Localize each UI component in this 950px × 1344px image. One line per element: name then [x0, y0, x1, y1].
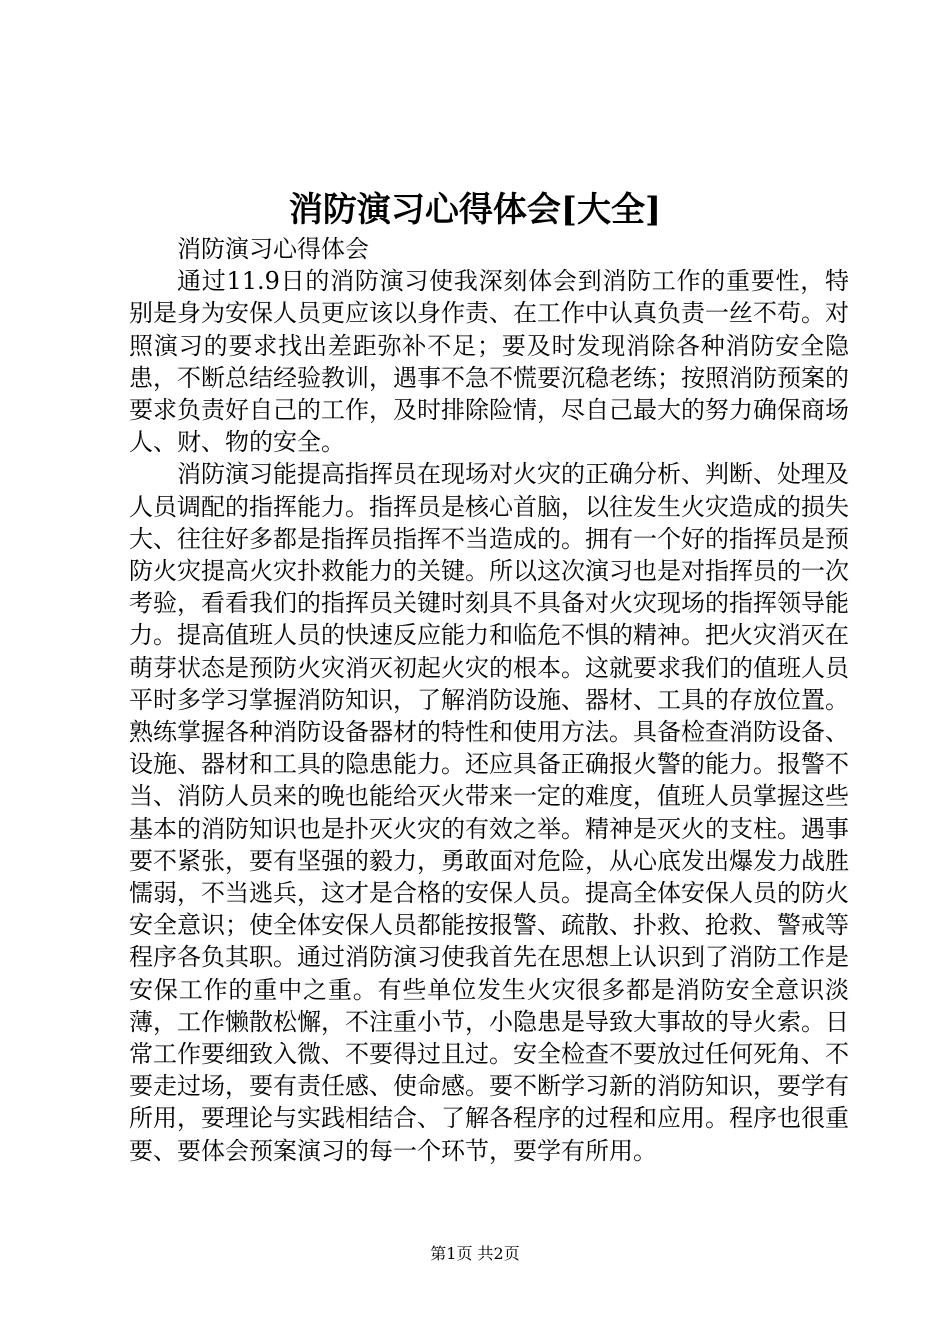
- paragraph-1: 通过11.9日的消防演习使我深刻体会到消防工作的重要性，特别是身为安保人员更应该以身作责、在工作中认真负责一丝不苟。对照演习的要求找出差距弥补不足；要及时发现消除各种消防安全隐患，不断总结经验教训，遇事不急不慌要沉稳老练；按照消防预案的要求负责好自己的工作，及时排除险情，尽自己最大的努力确保商场人、财、物的安全。: [129, 267, 849, 457]
- page-number-footer: 第1页 共2页: [430, 1244, 520, 1263]
- document-subheading: 消防演习心得体会: [177, 235, 369, 263]
- paragraph-2: 消防演习能提高指挥员在现场对火灾的正确分析、判断、处理及人员调配的指挥能力。指挥员是核心首脑，以往发生火灾造成的损失大、往往好多都是指挥员指挥不当造成的。拥有一个好的指挥员是预防火灾提高火灾扑救能力的关键。所以这次演习也是对指挥员的一次考验，看看我们的指挥员关键时刻具不具备对火灾现场的指挥领导能力。提高值班人员的快速反应能力和临危不惧的精神。把火灾消灭在萌芽状态是预防火灾消灭初起火灾的根本。这就要求我们的值班人员平时多学习掌握消防知识，了解消防设施、器材、工具的存放位置。熟练掌握各种消防设备器材的特性和使用方法。具备检查消防设备、设施、器材和工具的隐患能力。还应具备正确报火警的能力。报警不当、消防人员来的晚也能给灭火带来一定的难度，值班人员掌握这些基本的消防知识也是扑灭火灾的有效之举。精神是灭火的支柱。遇事要不紧张，要有坚强的毅力，勇敢面对危险，从心底发出爆发力战胜懦弱，不当逃兵，这才是合格的安保人员。提高全体安保人员的防火安全意识；使全体安保人员都能按报警、疏散、扑救、抢救、警戒等程序各负其职。通过消防演习使我首先在思想上认识到了消防工作是安保工作的重中之重。有些单位发生火灾很多都是消防安全意识淡薄，工作懒散松懈，不注重小节，小隐患是导致大事故的导火索。日常工作要细致入微、不要得过且过。安全检查不要放过任何死角、不要走过场，要有责任感、使命感。要不断学习新的消防知识，要学有所用，要理论与实践相结合、了解各程序的过程和应用。程序也很重要、要体会预案演习的每一个环节，要学有所用。: [129, 460, 849, 1165]
- document-body: [129, 233, 849, 1167]
- document-title: 消防演习心得体会[大全]: [288, 190, 662, 230]
